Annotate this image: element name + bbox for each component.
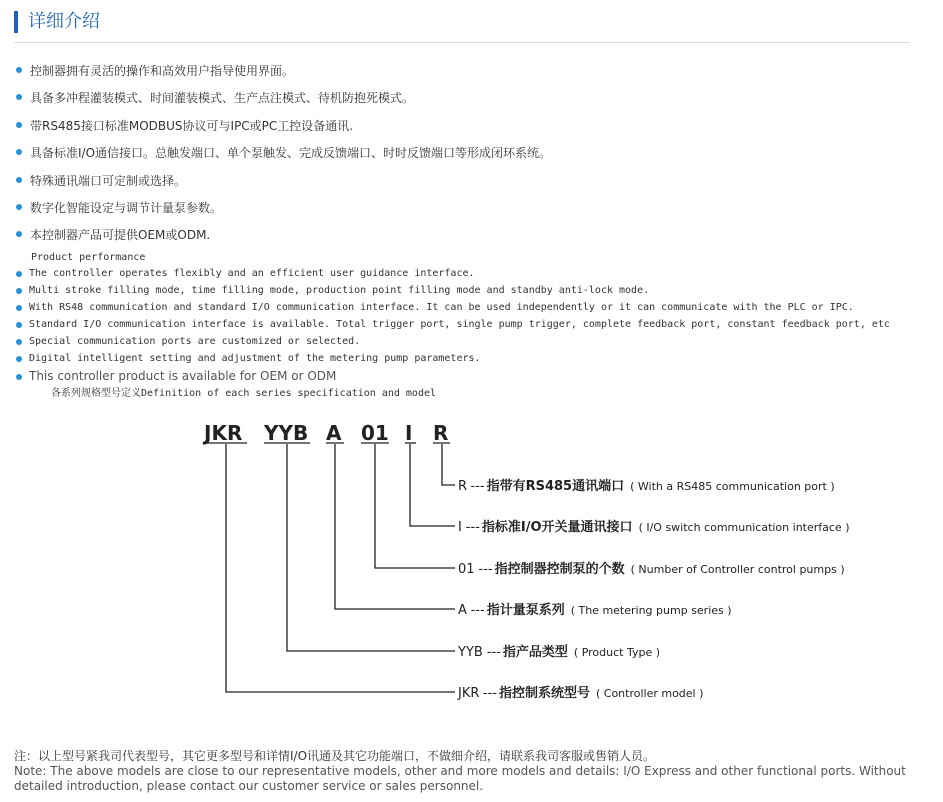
- list-item: Standard I/O communication interface is available. Total trigger port, single pump trigger, complete feedback port, constant feedback port, etc: [16, 318, 926, 335]
- bullet-icon: [16, 204, 22, 210]
- list-item: This controller product is available for OEM or ODM: [16, 369, 926, 386]
- model-code-diagram: [0, 410, 943, 710]
- product-performance-heading: Product performance: [31, 252, 146, 263]
- list-item: The controller operates flexibly and an efficient user guidance interface.: [16, 267, 926, 284]
- bullet-icon: [16, 374, 22, 380]
- bullet-icon: [16, 149, 22, 155]
- label-a: A --- 指计量泵系列 ( The metering pump series ): [458, 603, 732, 618]
- code-r: R: [433, 421, 449, 445]
- footnote: [14, 749, 914, 794]
- code-a: A: [326, 421, 342, 445]
- code-jkr: JKR: [204, 421, 243, 445]
- list-item: 控制器拥有灵活的操作和高效用户指导使用界面。: [16, 63, 916, 90]
- bullet-icon: [16, 271, 22, 277]
- list-item: 特殊通讯端口可定制或选择。: [16, 173, 916, 200]
- bullet-icon: [16, 356, 22, 362]
- label-i: I --- 指标准I/O开关量通讯接口 ( I/O switch communication interface ): [458, 520, 850, 535]
- bullet-icon: [16, 94, 22, 100]
- section-title: 详细介绍: [28, 11, 100, 32]
- bullet-icon: [16, 322, 22, 328]
- bullet-icon: [16, 231, 22, 237]
- list-item: 具备标准I/O通信接口。总触发端口、单个泵触发、完成反馈端口、时时反馈端口等形成闭环系统。: [16, 145, 916, 172]
- footnote-en: Note: The above models are close to our representative models, other and more models and details: I/O Express and other functional ports. Without detailed introduction, please contact our customer service or sales personnel.: [14, 764, 906, 793]
- section-header: [14, 8, 910, 43]
- list-item: 本控制器产品可提供OEM或ODM.: [16, 227, 916, 254]
- label-jkr: JKR --- 指控制系统型号 ( Controller model ): [458, 686, 704, 701]
- list-item: Digital intelligent setting and adjustment of the metering pump parameters.: [16, 352, 926, 369]
- header-accent-bar: [14, 11, 18, 33]
- code-01: 01: [361, 421, 389, 445]
- list-item: With RS48 communication and standard I/O communication interface. It can be used independently or it can communicate with the PLC or IPC.: [16, 301, 926, 318]
- list-item: Multi stroke filling mode, time filling mode, production point filling mode and standby anti-lock mode.: [16, 284, 926, 301]
- bullet-icon: [16, 339, 22, 345]
- cn-feature-list: [16, 63, 916, 255]
- bullet-icon: [16, 67, 22, 73]
- connector-01: [375, 444, 455, 568]
- bullet-icon: [16, 177, 22, 183]
- en-feature-list: [16, 267, 926, 386]
- bullet-icon: [16, 122, 22, 128]
- label-r: R --- 指带有RS485通讯端口 ( With a RS485 communication port ): [458, 479, 835, 494]
- connector-yyb: [287, 444, 455, 651]
- list-item: 数字化智能设定与调节计量泵参数。: [16, 200, 916, 227]
- footnote-cn: 注：以上型号紧我司代表型号，其它更多型号和详情I/O讯通及其它功能端口，不做细介绍，请联系我司客服或售销人员。: [14, 749, 656, 763]
- code-i: I: [405, 421, 413, 445]
- list-item: 具备多冲程灌装模式、时间灌装模式、生产点注模式、待机防抱死模式。: [16, 90, 916, 117]
- list-item: 带RS485接口标准MODBUS协议可与IPC或PC工控设备通讯.: [16, 118, 916, 145]
- bullet-icon: [16, 305, 22, 311]
- list-item: Special communication ports are customized or selected.: [16, 335, 926, 352]
- connector-r: [442, 444, 455, 485]
- definition-title: 各系列规格型号定义Definition of each series specification and model: [51, 388, 437, 399]
- bullet-icon: [16, 288, 22, 294]
- label-yyb: YYB --- 指产品类型 ( Product Type ): [458, 645, 661, 660]
- code-yyb: YYB: [264, 421, 309, 445]
- label-01: 01 --- 指控制器控制泵的个数 ( Number of Controller control pumps ): [458, 562, 845, 577]
